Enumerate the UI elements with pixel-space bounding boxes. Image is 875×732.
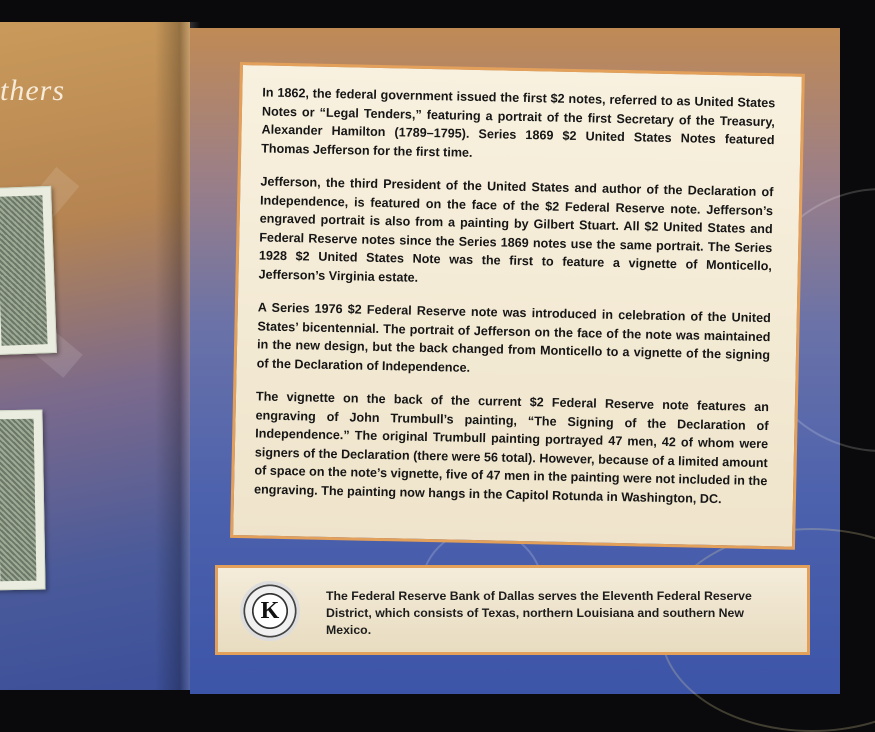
note-engraving bbox=[0, 419, 36, 582]
dallas-fed-card bbox=[215, 565, 810, 655]
seal-letter: K bbox=[260, 598, 280, 624]
paragraph-series-1976: A Series 1976 $2 Federal Reserve note was introduced in celebration of the United States’ bicentennial. The portrait of Jefferson on the face of the note was maintained in the new design, but the back changed from Monticello to a vignette of the signing of the Declaration of Independence. bbox=[256, 300, 771, 375]
history-text-card bbox=[230, 62, 805, 550]
paragraph-vignette: The vignette on the back of the current $2 Federal Reserve note features an engraving of John Trumbull’s painting, “The Signing of the Declaration of Independence.” The original Trumbull painting portrayed 47 men, 42 of whom were signers of the Declaration (there were 56 total). However, because of a limited amount of space on the note’s vignette, five of 47 men in the painting were not included in the engraving. The painting now hangs in the Capitol Rotunda in Washington, DC. bbox=[253, 389, 770, 506]
note-engraving bbox=[0, 195, 48, 346]
paragraph-jefferson: Jefferson, the third President of the United States and author of the Declaration of Independence, is featured on the face of the $2 Federal Reserve note. Jefferson’s engraved portrait is also from a painting by Gilbert Stuart. All $2 United States and Federal Reserve notes since the Series 1869 notes use the same portrait. The Series 1928 $2 United States Note was the first to feature a vignette of Monticello, Jefferson’s Virginia estate. bbox=[258, 174, 774, 285]
left-panel-title-fragment: thers bbox=[0, 74, 65, 107]
one-dollar-note bbox=[0, 186, 57, 355]
dallas-fed-description: The Federal Reserve Bank of Dallas serves the Eleventh Federal Reserve District, which consists of Texas, northern Louisiana and southern New Mexico. bbox=[326, 589, 752, 637]
paragraph-1862-notes: In 1862, the federal government issued the first $2 notes, referred to as United States Notes or “Legal Tenders,” featuring a portrait of the first Secretary of the Treasury, Alexander Hamilton (1789–1795). Series 1869 $2 United States Notes featured Thomas Jefferson for the first time. bbox=[261, 85, 776, 160]
two-dollar-note bbox=[0, 410, 46, 591]
federal-reserve-seal-icon bbox=[240, 581, 300, 641]
